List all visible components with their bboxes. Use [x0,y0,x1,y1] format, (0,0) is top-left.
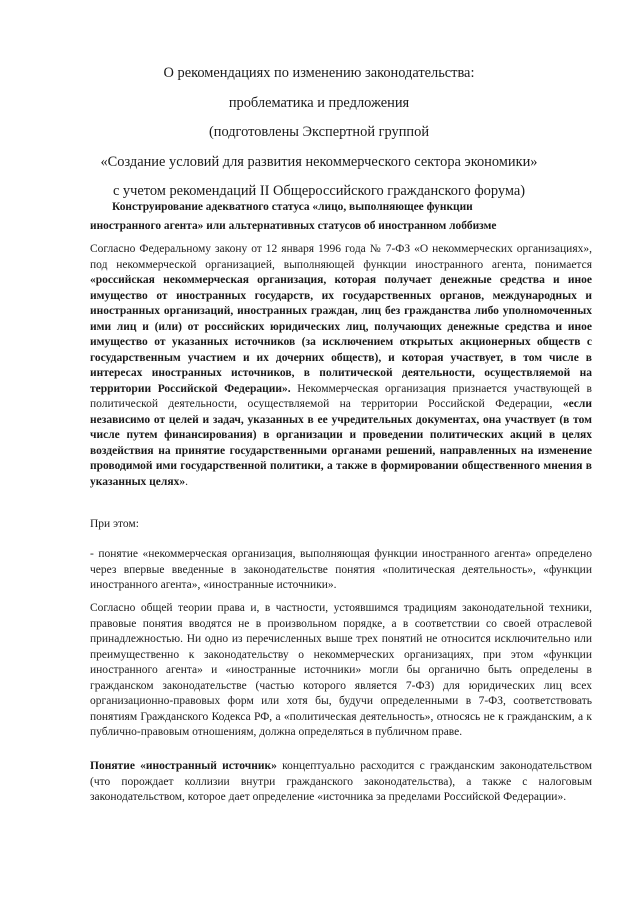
p1-text-2: Некоммерческая организация признается участвующей в политической деятельности, осуществляемой на территории Российской Федерации, [90,382,592,410]
paragraph-definition [90,242,592,490]
header-line-4: «Создание условий для развития некоммерческого сектора экономики» [100,154,538,170]
header-line-3: (подготовлены Экспертной группой [208,124,430,140]
section-title [90,198,592,236]
section-title-line-1: Конструирование адекватного статуса «лицо, выполняющее функции [112,201,473,213]
header-line-2: проблематика и предложения [228,95,410,111]
paragraph-legal-theory: Согласно общей теории права и, в частности, устоявшимся традициям законодательной техники, правовые понятия вводятся не в произвольном порядке, а в соответствии со своей отраслевой принадлежностью. Ни одно из перечисленных выше трех понятий не относится исключительно или преимущественно к законодательству о некоммерческих организациях, при этом «функции иностранного агента» и «иностранные источники» могли бы органично быть определены в гражданском законодательстве (частью которого является 7-ФЗ) для юридических лиц всех организационно-правовых форм или хотя бы, будучи определенными в 7-ФЗ, соответствовать понятиям Гражданского Кодекса РФ, а «политическая деятельность», относясь не к гражданским, а к публично-правовым отношениям, должна определяться в публичном праве. [90,602,592,738]
p5-text-1: концептуально расходится с гражданским законодательством (что порождает коллизии внутри гражданского законодательства), а также с налоговым законодательством, которое дает определение «источника за пределами Российской Федерации». [90,760,592,803]
paragraph-concept-list: - понятие «некоммерческая организация, выполняющая функции иностранного агента» определено через впервые введенные в законодательстве понятия «политическая деятельность», «функции иностранного агента», «иностранные источники». [90,548,592,591]
p1-text-3: . [185,475,188,488]
paragraph-foreign-source [90,759,592,806]
header-line-1: О рекомендациях по изменению законодательства: [163,65,475,81]
p1-bold-2: «если независимо от целей и задач, указанных в ее учредительных документах, она участвует (в том числе путем финансирования) в организации и проведении политических акций в целях воздействия на принятие государственными органами решений, направленных на изменение проводимой ими государственной политики, а также в формировании общественного мнения в указанных целях» [90,398,592,488]
section-title-line-2: иностранного агента» или альтернативных статусов об иностранном лоббизме [90,220,497,232]
p1-text-1: Согласно Федеральному закону от 12 января 1996 года № 7-ФЗ «О некоммерческих организациях», под некоммерческой организацией, выполняющей функции иностранного агента, понимается [90,243,592,271]
p5-bold-1: Понятие «иностранный источник» [90,760,277,772]
paragraph-at-the-same-time: При этом: [90,518,139,530]
p1-bold-1: «российская некоммерческая организация, которая получает денежные средства и иное имущество от иностранных государств, их государственных органов, международных и иностранных организаций, иностранных граждан, лиц без гражданства либо уполномоченных ими лиц и (или) от российских юридических лиц, получающих денежные средства и иное имущество от указанных источников (за исключением открытых акционерных обществ с государственным участием и их дочерних обществ), и которая участвует, в том числе в интересах иностранных источников, в политической деятельности, осуществляемой на территории Российской Федерации». [90,274,592,395]
header-line-5: с учетом рекомендаций II Общероссийского гражданского форума) [112,183,526,199]
